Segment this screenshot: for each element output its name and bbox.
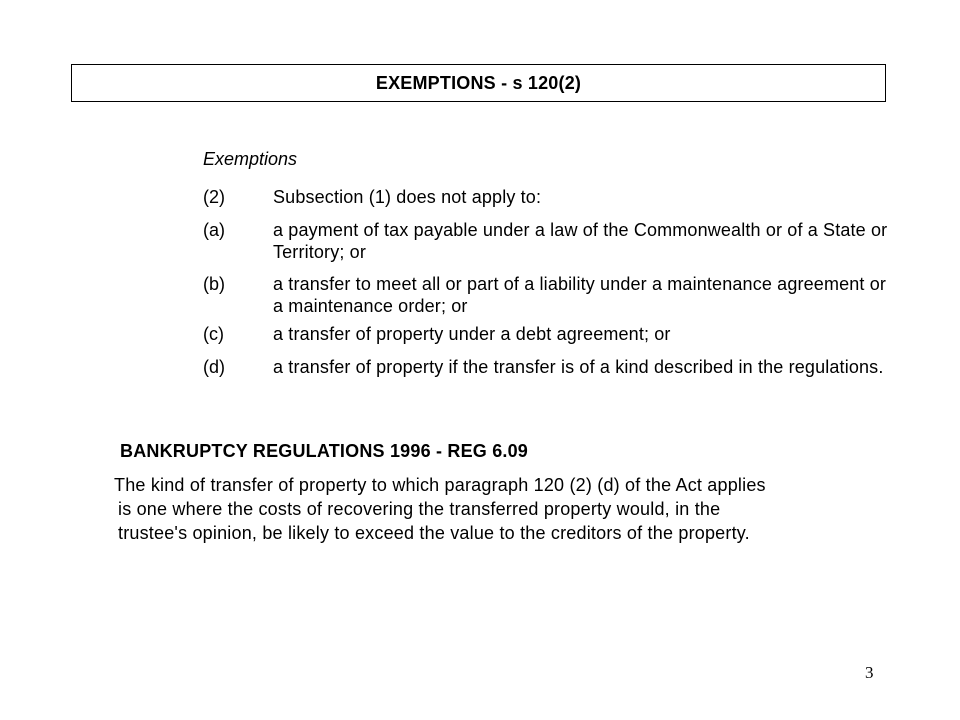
item-label: (a) <box>203 220 225 240</box>
regulation-line: The kind of transfer of property to which paragraph 120 (2) (d) of the Act applies <box>114 475 766 495</box>
title-box <box>71 64 886 102</box>
regulation-line: trustee's opinion, be likely to exceed the value to the creditors of the property. <box>118 523 750 543</box>
item-label: (d) <box>203 357 225 377</box>
regulation-line: is one where the costs of recovering the transferred property would, in the <box>118 499 721 519</box>
item-text: a transfer of property if the transfer is of a kind described in the regulations. <box>273 357 884 377</box>
item-label: (b) <box>203 274 225 294</box>
item-text: a transfer to meet all or part of a liability under a maintenance agreement or a maintenance order; or <box>273 274 887 316</box>
item-text: a payment of tax payable under a law of the Commonwealth or of a State or Territory; or <box>273 220 888 262</box>
list-item <box>203 323 893 345</box>
list-item <box>203 273 893 317</box>
list-item <box>203 356 893 378</box>
list-item <box>203 186 893 208</box>
page-number: 3 <box>865 663 874 682</box>
item-label: (c) <box>203 324 224 344</box>
item-label: (2) <box>203 187 225 207</box>
item-text: Subsection (1) does not apply to: <box>273 187 542 207</box>
item-text: a transfer of property under a debt agreement; or <box>273 324 671 344</box>
slide-title: EXEMPTIONS - s 120(2) <box>375 72 582 93</box>
list-item <box>203 219 893 263</box>
regulation-heading: BANKRUPTCY REGULATIONS 1996 - REG 6.09 <box>120 441 529 461</box>
section-heading: Exemptions <box>203 149 298 169</box>
